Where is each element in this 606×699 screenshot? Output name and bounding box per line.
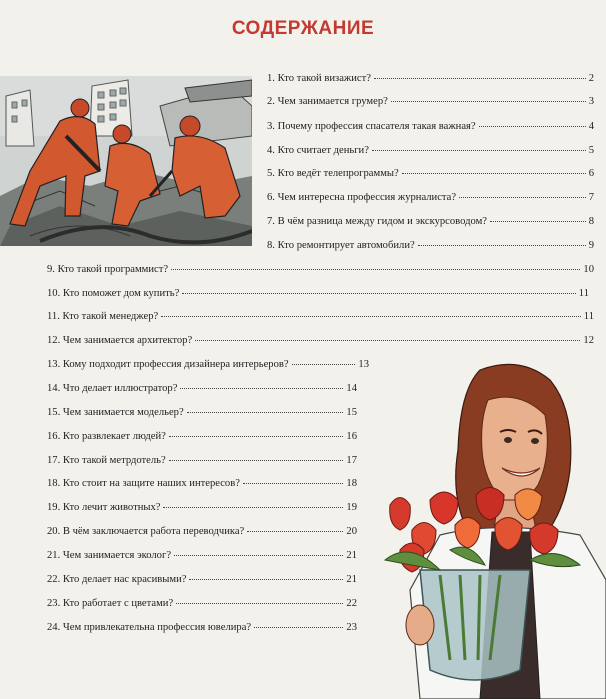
toc-item-label: 20. В чём заключается работа переводчика?	[47, 526, 245, 537]
toc-item-label: 9. Кто такой программист?	[47, 264, 169, 275]
toc-item[interactable]	[47, 431, 357, 443]
toc-item[interactable]	[267, 216, 594, 228]
toc-leader	[479, 126, 586, 127]
toc-leader	[176, 603, 343, 604]
toc-item-page: 20	[346, 526, 357, 537]
toc-item-page: 9	[588, 240, 594, 251]
toc-leader	[391, 101, 586, 102]
toc-item-page: 13	[358, 359, 369, 370]
toc-item-page: 5	[588, 145, 594, 156]
toc-item-label: 24. Чем привлекательна профессия ювелира?	[47, 622, 252, 633]
toc-item-page: 10	[583, 264, 594, 275]
toc-leader	[459, 197, 586, 198]
toc-item[interactable]	[47, 598, 357, 610]
toc-leader	[169, 460, 344, 461]
toc-item[interactable]	[47, 622, 357, 634]
toc-item-page: 21	[346, 574, 357, 585]
toc-item-page: 18	[346, 478, 357, 489]
toc-leader	[254, 627, 343, 628]
toc-item[interactable]	[267, 73, 594, 85]
toc-item[interactable]	[47, 455, 357, 467]
toc-item[interactable]	[47, 502, 357, 514]
florist-illustration	[380, 360, 606, 699]
toc-item-page: 6	[588, 168, 594, 179]
toc-leader	[243, 483, 343, 484]
toc-item-label: 19. Кто лечит животных?	[47, 502, 161, 513]
toc-item[interactable]	[267, 192, 594, 204]
toc-item-page: 22	[346, 598, 357, 609]
toc-leader	[418, 245, 586, 246]
toc-leader	[490, 221, 586, 222]
toc-leader	[169, 436, 344, 437]
toc-item-page: 2	[588, 73, 594, 84]
toc-item-label: 21. Чем занимается эколог?	[47, 550, 172, 561]
toc-item-page: 16	[346, 431, 357, 442]
toc-item-label: 8. Кто ремонтирует автомобили?	[267, 240, 415, 251]
toc-item-page: 8	[588, 216, 594, 227]
toc-item-page: 12	[583, 335, 594, 346]
toc-leader	[182, 293, 576, 294]
toc-leader	[292, 364, 356, 365]
toc-item[interactable]	[267, 168, 594, 180]
toc-item-label: 23. Кто работает с цветами?	[47, 598, 174, 609]
toc-item-page: 7	[588, 192, 594, 203]
toc-item[interactable]	[47, 574, 357, 586]
toc-item[interactable]	[47, 478, 357, 490]
toc-leader	[180, 388, 343, 389]
toc-item[interactable]	[47, 359, 369, 371]
toc-leader	[171, 269, 580, 270]
toc-leader	[174, 555, 343, 556]
toc-leader	[163, 507, 343, 508]
toc-item-label: 18. Кто стоит на защите наших интересов?	[47, 478, 240, 489]
toc-item[interactable]	[47, 383, 357, 395]
toc-item-page: 11	[583, 311, 594, 322]
toc-item[interactable]	[47, 288, 589, 300]
toc-item[interactable]	[47, 407, 357, 419]
toc-item[interactable]	[267, 121, 594, 133]
toc-item-label: 12. Чем занимается архитектор?	[47, 335, 193, 346]
toc-item-label: 4. Кто считает деньги?	[267, 145, 369, 156]
toc-leader	[247, 531, 343, 532]
toc-item-page: 21	[346, 550, 357, 561]
toc-leader	[187, 412, 344, 413]
toc-item[interactable]	[47, 335, 594, 347]
toc-leader	[161, 316, 581, 317]
toc-item-label: 22. Кто делает нас красивыми?	[47, 574, 187, 585]
toc-leader	[195, 340, 580, 341]
toc-item-label: 10. Кто поможет дом купить?	[47, 288, 180, 299]
toc-item-label: 15. Чем занимается модельер?	[47, 407, 184, 418]
toc-item-page: 15	[346, 407, 357, 418]
toc-item-page: 11	[578, 288, 589, 299]
toc-item-label: 5. Кто ведёт телепрограммы?	[267, 168, 399, 179]
toc-item-label: 17. Кто такой метрдотель?	[47, 455, 166, 466]
toc-item-page: 23	[346, 622, 357, 633]
toc-leader	[402, 173, 586, 174]
toc-item-label: 1. Кто такой визажист?	[267, 73, 371, 84]
toc-item-label: 16. Кто развлекает людей?	[47, 431, 166, 442]
toc-item-label: 6. Чем интересна профессия журналиста?	[267, 192, 457, 203]
toc-item[interactable]	[267, 145, 594, 157]
rescuers-illustration	[0, 76, 252, 246]
toc-item-label: 14. Что делает иллюстратор?	[47, 383, 178, 394]
toc-item[interactable]	[47, 311, 594, 323]
toc-item-label: 7. В чём разница между гидом и экскурсоводом?	[267, 216, 487, 227]
toc-item[interactable]	[267, 96, 594, 108]
toc-item-page: 17	[346, 455, 357, 466]
toc-item-page: 3	[588, 96, 594, 107]
toc-item[interactable]	[47, 526, 357, 538]
toc-item-label: 3. Почему профессия спасателя такая важная?	[267, 121, 476, 132]
toc-item-page: 19	[346, 502, 357, 513]
toc-item-page: 4	[588, 121, 594, 132]
toc-leader	[374, 78, 586, 79]
toc-item[interactable]	[267, 240, 594, 252]
page-title: СОДЕРЖАНИЕ	[231, 18, 375, 39]
toc-item[interactable]	[47, 264, 594, 276]
toc-item-label: 11. Кто такой менеджер?	[47, 311, 159, 322]
toc-item-label: 2. Чем занимается грумер?	[267, 96, 388, 107]
toc-leader	[372, 150, 586, 151]
toc-leader	[189, 579, 343, 580]
toc-item-label: 13. Кому подходит профессия дизайнера интерьеров?	[47, 359, 289, 370]
toc-item[interactable]	[47, 550, 357, 562]
toc-item-page: 14	[346, 383, 357, 394]
